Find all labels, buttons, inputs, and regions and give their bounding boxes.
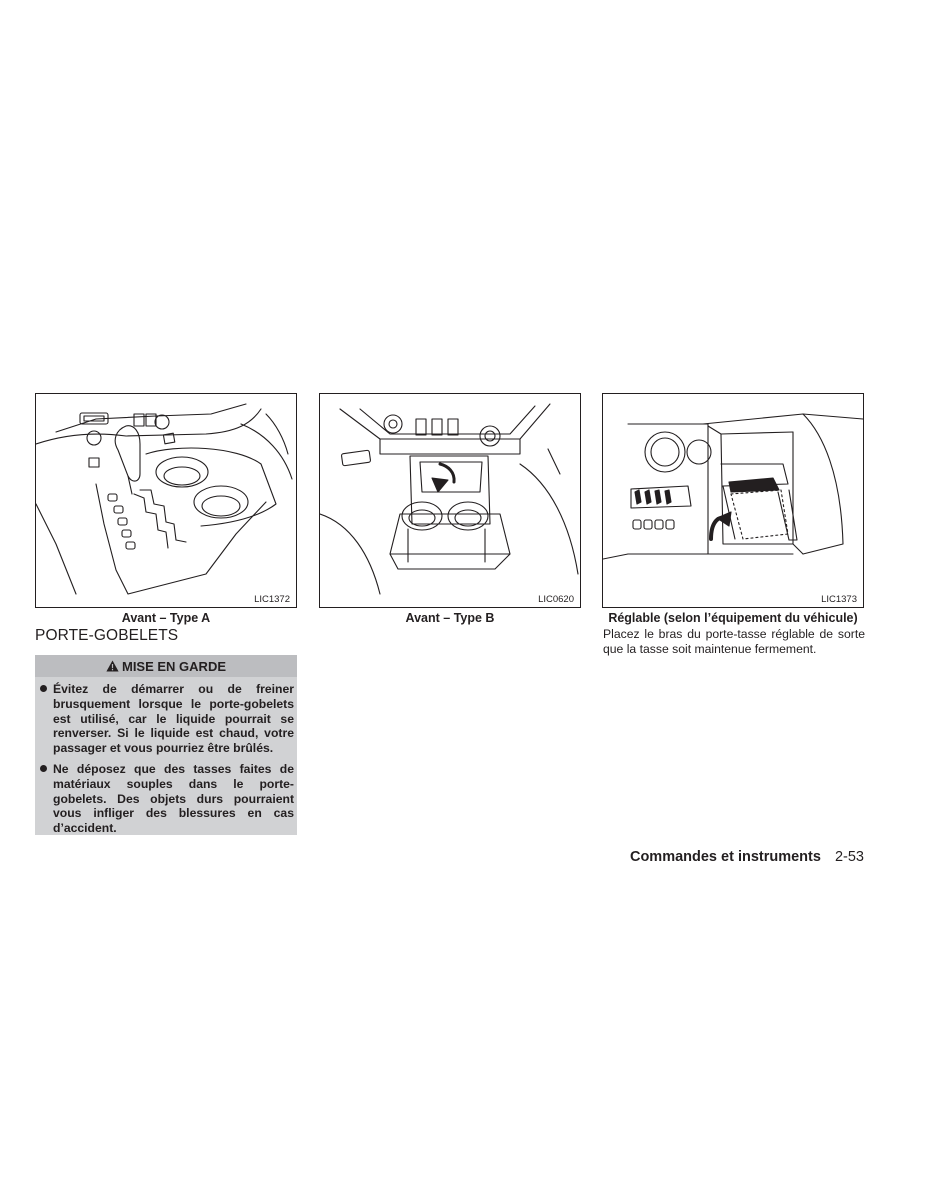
warning-item [35, 682, 297, 756]
figure-caption-adjustable: Réglable (selon l’équipement du véhicule) [608, 611, 858, 625]
figure-code: LIC1372 [254, 594, 290, 605]
warning-item-text: Ne déposez que des tasses faites de matériaux souples dans le porte-gobelets. Des objets durs pourraient vous infliger des blessures en cas d’accident. [53, 761, 294, 836]
bullet-icon [40, 765, 47, 772]
warning-list [35, 682, 297, 842]
figure-adjustable [602, 393, 864, 608]
warning-item-text: Évitez de démarrer ou de freiner brusquement lorsque le porte-gobelets est utilisé, car le liquide pourrait se renverser. Si le liquide est chaud, votre passager et vous pourriez être brûlés. [53, 682, 294, 756]
cup-holder-type-a-illustration [36, 394, 296, 607]
figure-caption-type-b: Avant – Type B [405, 611, 495, 625]
warning-title: MISE EN GARDE [121, 658, 226, 674]
cup-holder-type-b-illustration [320, 394, 580, 607]
warning-triangle-icon [106, 660, 119, 672]
section-title: PORTE-GOBELETS [35, 627, 179, 644]
figure-front-type-b [319, 393, 581, 608]
bullet-icon [40, 685, 47, 692]
adjustable-cup-holder-illustration [603, 394, 863, 607]
figure-front-type-a [35, 393, 297, 608]
warning-box [35, 655, 297, 835]
footer-section-label: Commandes et instruments [629, 849, 821, 865]
page-footer [630, 849, 864, 865]
warning-header [35, 655, 297, 677]
figure-caption-type-a: Avant – Type A [121, 611, 211, 625]
figure-code: LIC0620 [538, 594, 574, 605]
adjustable-instructions: Placez le bras du porte-tasse réglable de sorte que la tasse soit maintenue fermement. [603, 627, 865, 656]
warning-item [35, 762, 297, 836]
page-number: 2-53 [834, 849, 864, 865]
figure-code: LIC1373 [821, 594, 857, 605]
